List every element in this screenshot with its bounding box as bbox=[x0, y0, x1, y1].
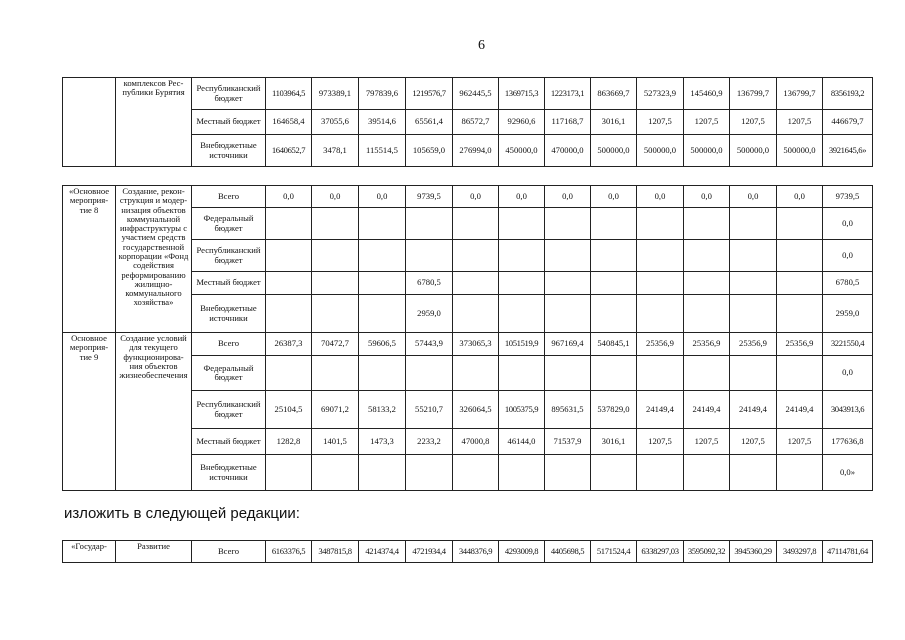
value-cell: 65561,4 bbox=[406, 110, 453, 135]
value-cell bbox=[591, 240, 637, 272]
value-cell bbox=[359, 455, 406, 491]
value-cell: 0,0 bbox=[684, 186, 730, 208]
funding-source-cell: Федеральный бюджет bbox=[192, 208, 266, 240]
funding-source-cell: Всего bbox=[192, 333, 266, 356]
value-cell: 4293009,8 bbox=[499, 541, 545, 563]
value-cell bbox=[312, 356, 359, 391]
value-cell bbox=[453, 295, 499, 333]
value-cell: 117168,7 bbox=[545, 110, 591, 135]
value-cell bbox=[637, 272, 684, 295]
value-cell bbox=[266, 240, 312, 272]
value-cell: 527323,9 bbox=[637, 78, 684, 110]
table-row bbox=[63, 541, 873, 563]
value-cell: 24149,4 bbox=[777, 391, 823, 429]
value-cell bbox=[684, 295, 730, 333]
value-cell bbox=[591, 295, 637, 333]
value-cell: 863669,7 bbox=[591, 78, 637, 110]
value-cell bbox=[545, 295, 591, 333]
value-cell: 0,0 bbox=[777, 186, 823, 208]
value-cell bbox=[359, 272, 406, 295]
value-cell: 276994,0 bbox=[453, 135, 499, 167]
value-cell: 3448376,9 bbox=[453, 541, 499, 563]
value-cell bbox=[406, 240, 453, 272]
value-cell: 4721934,4 bbox=[406, 541, 453, 563]
table-row bbox=[63, 186, 873, 208]
value-cell: 1219576,7 bbox=[406, 78, 453, 110]
value-cell bbox=[637, 295, 684, 333]
value-cell bbox=[684, 272, 730, 295]
value-cell: 0,0 bbox=[730, 186, 777, 208]
value-cell: 1369715,3 bbox=[499, 78, 545, 110]
funding-source-cell: Местный бюджет bbox=[192, 110, 266, 135]
page-number: 6 bbox=[478, 38, 485, 53]
value-cell: 450000,0 bbox=[499, 135, 545, 167]
value-cell: 47114781,64 bbox=[823, 541, 873, 563]
value-cell: 1103964,5 bbox=[266, 78, 312, 110]
value-cell: 3043913,6 bbox=[823, 391, 873, 429]
value-cell: 69071,2 bbox=[312, 391, 359, 429]
value-cell: 0,0 bbox=[823, 356, 873, 391]
value-cell bbox=[684, 356, 730, 391]
value-cell: 1207,5 bbox=[777, 429, 823, 455]
value-cell bbox=[359, 240, 406, 272]
value-cell bbox=[684, 455, 730, 491]
value-cell bbox=[499, 455, 545, 491]
value-cell bbox=[312, 455, 359, 491]
value-cell bbox=[591, 208, 637, 240]
value-cell: 0,0 bbox=[453, 186, 499, 208]
value-cell bbox=[777, 272, 823, 295]
description-cell: комплексов Рес-публики Бурятия bbox=[116, 78, 192, 167]
value-cell: 47000,8 bbox=[453, 429, 499, 455]
value-cell: 0,0 bbox=[312, 186, 359, 208]
funding-table-new-edition bbox=[62, 540, 873, 563]
value-cell bbox=[266, 356, 312, 391]
value-cell: 6338297,03 bbox=[637, 541, 684, 563]
value-cell bbox=[591, 272, 637, 295]
value-cell: 136799,7 bbox=[730, 78, 777, 110]
funding-source-cell: Местный бюджет bbox=[192, 429, 266, 455]
value-cell bbox=[406, 356, 453, 391]
value-cell: 1640652,7 bbox=[266, 135, 312, 167]
value-cell: 1051519,9 bbox=[499, 333, 545, 356]
value-cell bbox=[730, 208, 777, 240]
value-cell bbox=[312, 208, 359, 240]
value-cell: 2959,0 bbox=[406, 295, 453, 333]
value-cell: 3221550,4 bbox=[823, 333, 873, 356]
activity-cell: «Государ- bbox=[63, 541, 116, 563]
value-cell: 1207,5 bbox=[637, 429, 684, 455]
value-cell: 25356,9 bbox=[730, 333, 777, 356]
value-cell: 0,0 bbox=[823, 240, 873, 272]
description-cell: Создание, рекон-струкция и модер-низация объектов коммунальной инфраструктуры с участием средств государственной корпорации «Фонд содействия реформированию жилищно-коммунального хозяйства» bbox=[116, 186, 192, 333]
value-cell bbox=[406, 455, 453, 491]
value-cell bbox=[777, 240, 823, 272]
value-cell bbox=[359, 208, 406, 240]
value-cell: 3945360,29 bbox=[730, 541, 777, 563]
value-cell: 3921645,6» bbox=[823, 135, 873, 167]
value-cell: 3595092,32 bbox=[684, 541, 730, 563]
value-cell bbox=[545, 208, 591, 240]
value-cell bbox=[312, 240, 359, 272]
value-cell bbox=[591, 356, 637, 391]
value-cell: 500000,0 bbox=[637, 135, 684, 167]
activity-cell: «Основное мероприя-тие 8 bbox=[63, 186, 116, 333]
value-cell: 967169,4 bbox=[545, 333, 591, 356]
value-cell bbox=[684, 208, 730, 240]
value-cell: 4214374,4 bbox=[359, 541, 406, 563]
value-cell: 9739,5 bbox=[823, 186, 873, 208]
value-cell: 136799,7 bbox=[777, 78, 823, 110]
value-cell bbox=[453, 208, 499, 240]
value-cell bbox=[730, 455, 777, 491]
value-cell: 326064,5 bbox=[453, 391, 499, 429]
value-cell: 1005375,9 bbox=[499, 391, 545, 429]
value-cell: 24149,4 bbox=[637, 391, 684, 429]
value-cell: 164658,4 bbox=[266, 110, 312, 135]
value-cell: 26387,3 bbox=[266, 333, 312, 356]
value-cell bbox=[359, 356, 406, 391]
value-cell: 70472,7 bbox=[312, 333, 359, 356]
value-cell: 24149,4 bbox=[684, 391, 730, 429]
value-cell: 92960,6 bbox=[499, 110, 545, 135]
value-cell: 540845,1 bbox=[591, 333, 637, 356]
value-cell: 500000,0 bbox=[591, 135, 637, 167]
value-cell: 446679,7 bbox=[823, 110, 873, 135]
funding-source-cell: Всего bbox=[192, 541, 266, 563]
value-cell bbox=[312, 295, 359, 333]
value-cell: 86572,7 bbox=[453, 110, 499, 135]
value-cell: 6163376,5 bbox=[266, 541, 312, 563]
value-cell: 3016,1 bbox=[591, 429, 637, 455]
value-cell bbox=[312, 272, 359, 295]
value-cell: 1207,5 bbox=[684, 429, 730, 455]
value-cell: 5171524,4 bbox=[591, 541, 637, 563]
funding-source-cell: Республиканский бюджет bbox=[192, 391, 266, 429]
value-cell bbox=[777, 295, 823, 333]
value-cell bbox=[266, 272, 312, 295]
value-cell bbox=[266, 208, 312, 240]
value-cell: 500000,0 bbox=[684, 135, 730, 167]
value-cell: 1473,3 bbox=[359, 429, 406, 455]
table-row bbox=[63, 78, 873, 110]
funding-source-cell: Внебюджетные источники bbox=[192, 455, 266, 491]
funding-source-cell: Республиканский бюджет bbox=[192, 78, 266, 110]
value-cell: 8356193,2 bbox=[823, 78, 873, 110]
value-cell bbox=[637, 208, 684, 240]
value-cell: 9739,5 bbox=[406, 186, 453, 208]
funding-table-continuation bbox=[62, 77, 873, 167]
value-cell: 895631,5 bbox=[545, 391, 591, 429]
funding-source-cell: Внебюджетные источники bbox=[192, 135, 266, 167]
value-cell: 4405698,5 bbox=[545, 541, 591, 563]
value-cell: 0,0 bbox=[591, 186, 637, 208]
value-cell bbox=[730, 295, 777, 333]
description-cell: Развитие bbox=[116, 541, 192, 563]
funding-table-activities bbox=[62, 185, 873, 491]
value-cell: 2233,2 bbox=[406, 429, 453, 455]
value-cell: 500000,0 bbox=[777, 135, 823, 167]
value-cell: 470000,0 bbox=[545, 135, 591, 167]
value-cell bbox=[453, 272, 499, 295]
funding-source-cell: Внебюджетные источники bbox=[192, 295, 266, 333]
value-cell: 6780,5 bbox=[823, 272, 873, 295]
value-cell: 25356,9 bbox=[637, 333, 684, 356]
value-cell bbox=[499, 272, 545, 295]
value-cell bbox=[730, 240, 777, 272]
value-cell bbox=[777, 455, 823, 491]
value-cell: 25356,9 bbox=[777, 333, 823, 356]
value-cell: 1223173,1 bbox=[545, 78, 591, 110]
value-cell bbox=[499, 240, 545, 272]
value-cell: 973389,1 bbox=[312, 78, 359, 110]
value-cell bbox=[266, 455, 312, 491]
value-cell: 25356,9 bbox=[684, 333, 730, 356]
activity-cell: Основное мероприя-тие 9 bbox=[63, 333, 116, 491]
value-cell: 0,0 bbox=[359, 186, 406, 208]
value-cell: 0,0 bbox=[545, 186, 591, 208]
description-cell: Создание условий для текущего функционирова-ния объектов жизнеобеспечения bbox=[116, 333, 192, 491]
value-cell: 0,0 bbox=[823, 208, 873, 240]
value-cell: 3478,1 bbox=[312, 135, 359, 167]
value-cell: 37055,6 bbox=[312, 110, 359, 135]
value-cell bbox=[499, 356, 545, 391]
value-cell: 39514,6 bbox=[359, 110, 406, 135]
value-cell: 500000,0 bbox=[730, 135, 777, 167]
value-cell: 105659,0 bbox=[406, 135, 453, 167]
funding-source-cell: Республиканский бюджет bbox=[192, 240, 266, 272]
table-row bbox=[63, 333, 873, 356]
value-cell bbox=[545, 356, 591, 391]
value-cell: 1207,5 bbox=[684, 110, 730, 135]
value-cell bbox=[591, 455, 637, 491]
value-cell: 25104,5 bbox=[266, 391, 312, 429]
value-cell: 1207,5 bbox=[777, 110, 823, 135]
value-cell bbox=[545, 240, 591, 272]
value-cell bbox=[777, 356, 823, 391]
value-cell: 3493297,8 bbox=[777, 541, 823, 563]
value-cell bbox=[266, 295, 312, 333]
value-cell bbox=[499, 295, 545, 333]
value-cell: 1207,5 bbox=[730, 429, 777, 455]
value-cell bbox=[453, 240, 499, 272]
value-cell: 1401,5 bbox=[312, 429, 359, 455]
value-cell: 0,0 bbox=[637, 186, 684, 208]
value-cell: 71537,9 bbox=[545, 429, 591, 455]
value-cell bbox=[359, 295, 406, 333]
value-cell bbox=[453, 455, 499, 491]
value-cell: 537829,0 bbox=[591, 391, 637, 429]
value-cell bbox=[730, 272, 777, 295]
value-cell: 145460,9 bbox=[684, 78, 730, 110]
value-cell: 1207,5 bbox=[637, 110, 684, 135]
value-cell: 0,0» bbox=[823, 455, 873, 491]
value-cell: 58133,2 bbox=[359, 391, 406, 429]
value-cell bbox=[684, 240, 730, 272]
value-cell: 2959,0 bbox=[823, 295, 873, 333]
value-cell: 177636,8 bbox=[823, 429, 873, 455]
value-cell bbox=[730, 356, 777, 391]
activity-cell bbox=[63, 78, 116, 167]
value-cell: 962445,5 bbox=[453, 78, 499, 110]
funding-source-cell: Местный бюджет bbox=[192, 272, 266, 295]
funding-source-cell: Всего bbox=[192, 186, 266, 208]
value-cell bbox=[406, 208, 453, 240]
value-cell bbox=[545, 272, 591, 295]
value-cell: 3487815,8 bbox=[312, 541, 359, 563]
value-cell: 1282,8 bbox=[266, 429, 312, 455]
value-cell bbox=[499, 208, 545, 240]
value-cell: 24149,4 bbox=[730, 391, 777, 429]
funding-source-cell: Федеральный бюджет bbox=[192, 356, 266, 391]
value-cell: 115514,5 bbox=[359, 135, 406, 167]
value-cell: 1207,5 bbox=[730, 110, 777, 135]
value-cell: 59606,5 bbox=[359, 333, 406, 356]
value-cell bbox=[637, 455, 684, 491]
section-heading: изложить в следующей редакции: bbox=[64, 505, 300, 522]
value-cell bbox=[545, 455, 591, 491]
value-cell bbox=[453, 356, 499, 391]
value-cell: 55210,7 bbox=[406, 391, 453, 429]
value-cell: 797839,6 bbox=[359, 78, 406, 110]
value-cell: 0,0 bbox=[499, 186, 545, 208]
value-cell: 57443,9 bbox=[406, 333, 453, 356]
value-cell: 6780,5 bbox=[406, 272, 453, 295]
value-cell: 3016,1 bbox=[591, 110, 637, 135]
value-cell: 0,0 bbox=[266, 186, 312, 208]
value-cell: 373065,3 bbox=[453, 333, 499, 356]
value-cell bbox=[637, 240, 684, 272]
value-cell bbox=[637, 356, 684, 391]
value-cell: 46144,0 bbox=[499, 429, 545, 455]
value-cell bbox=[777, 208, 823, 240]
